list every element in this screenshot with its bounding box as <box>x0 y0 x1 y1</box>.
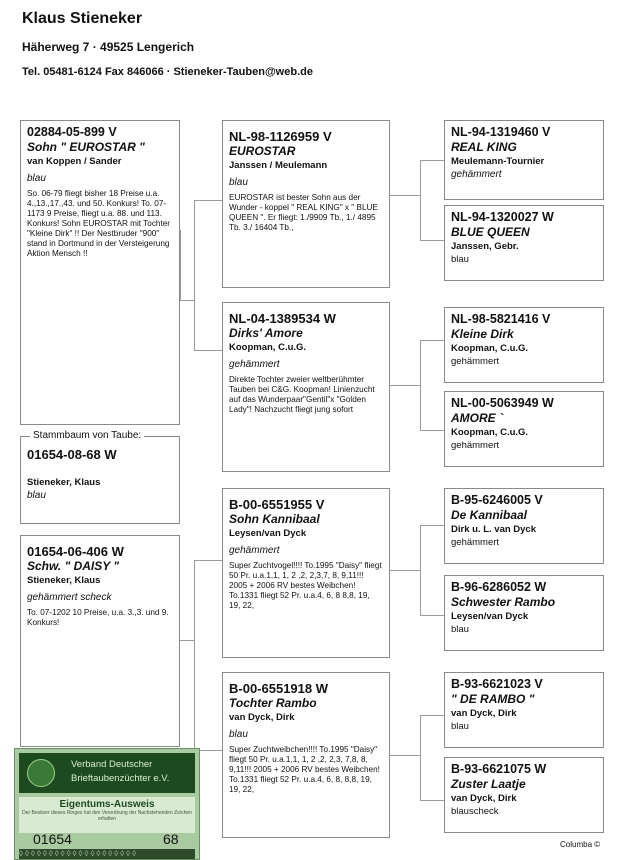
parent-owner: Koopman, C.u.G. <box>229 342 307 353</box>
stamp-fineprint: Der Besitzer dieses Ringes hat den Verordnung der Nachstehenden Zeichen erhalten <box>22 810 192 822</box>
pigeon-logo-icon <box>27 759 55 787</box>
grandparent-ring: B-96-6286052 W <box>451 580 547 594</box>
connector-line <box>420 800 444 801</box>
connector-line <box>420 615 444 616</box>
parent-name: EUROSTAR <box>229 144 296 158</box>
grandparent-name: AMORE ` <box>451 411 503 425</box>
connector-line <box>180 640 194 641</box>
grandparent-color: gehämmert <box>451 440 500 451</box>
grandparent-name: REAL KING <box>451 140 517 154</box>
grandparent-card <box>444 205 604 281</box>
mother-color: gehämmert scheck <box>27 592 112 603</box>
subject-card <box>20 120 180 425</box>
parent-color: gehämmert <box>229 545 280 556</box>
stamp-heading: Eigentums-Ausweis <box>59 799 155 810</box>
connector-line <box>420 160 444 161</box>
connector-line <box>390 755 420 756</box>
connector-line <box>420 525 421 615</box>
connector-line <box>390 385 420 386</box>
grandparent-color: gehämmert <box>451 537 500 548</box>
grandparent-color: gehämmert <box>451 356 500 367</box>
grandparent-card <box>444 391 604 467</box>
parent-ring: B-00-6551955 V <box>229 497 325 512</box>
subject-name: Sohn " EUROSTAR " <box>27 140 145 154</box>
connector-line <box>420 340 444 341</box>
breeder-name: Klaus Stieneker <box>22 10 143 27</box>
parent-owner: van Dyck, Dirk <box>229 712 295 723</box>
mother-ring: 01654-06-406 W <box>27 544 124 559</box>
parent-color: blau <box>229 729 248 740</box>
grandparent-name: De Kannibaal <box>451 508 528 522</box>
parent-color: gehämmert <box>229 359 280 370</box>
parent-name: Tochter Rambo <box>229 696 317 710</box>
grandparent-card <box>444 672 604 748</box>
grandparent-ring: NL-94-1320027 W <box>451 210 554 224</box>
connector-line <box>390 570 420 571</box>
grandparent-ring: B-93-6621023 V <box>451 677 543 691</box>
parent-card <box>222 302 390 472</box>
parent-owner: Janssen / Meulemann <box>229 160 328 171</box>
footer-credit: Columba © <box>560 840 601 849</box>
grandparent-card <box>444 757 604 833</box>
mother-name: Schw. " DAISY " <box>27 559 120 573</box>
grandparent-name: Kleine Dirk <box>451 327 514 341</box>
connector-line <box>194 560 195 750</box>
connector-line <box>194 200 195 350</box>
parent-note: Super Zuchtvogel!!!! To.1995 "Daisy" fliegt 50 Pr. u.a.1,1, 1, 2 ,2, 2,3,7, 8, 9,11!!! 2005 + 2006 RV bestes Weibchen! To.1331 fliegt 52 Pr. u.a.4, 6, 8 8,8, 19, 19, 22, <box>229 561 382 610</box>
grandparent-color: gehämmert <box>451 169 502 180</box>
connector-line <box>420 160 421 240</box>
parent-owner: Leysen/van Dyck <box>229 528 307 539</box>
connector-line <box>194 200 222 201</box>
grandparent-owner: Leysen/van Dyck <box>451 611 529 622</box>
grandparent-color: blau <box>451 254 469 265</box>
grandparent-owner: Koopman, C.u.G. <box>451 343 529 354</box>
connector-line <box>420 525 444 526</box>
grandparent-name: BLUE QUEEN <box>451 225 530 239</box>
mother-owner: Stieneker, Klaus <box>27 575 101 586</box>
stamp-association-line2: Brieftaubenzüchter e.V. <box>71 773 170 784</box>
stamp-ring-year: 68 <box>163 831 179 847</box>
grandparent-card <box>444 575 604 651</box>
owner-name: Stieneker, Klaus <box>27 477 101 488</box>
connector-line <box>180 300 194 301</box>
connector-line <box>420 430 444 431</box>
owner-card <box>20 436 180 524</box>
grandparent-name: " DE RAMBO " <box>451 692 535 706</box>
mother-note: To. 07-1202 10 Preise, u.a. 3.,3. und 9. Konkurs! <box>27 608 169 627</box>
mother-card <box>20 535 180 747</box>
grandparent-card <box>444 120 604 200</box>
parent-color: blau <box>229 177 248 188</box>
stamp-banner <box>19 753 195 793</box>
grandparent-ring: NL-98-5821416 V <box>451 312 551 326</box>
subject-color: blau <box>27 173 46 184</box>
connector-line <box>390 195 420 196</box>
parent-card <box>222 672 390 838</box>
stamp-ring-number: 01654 <box>33 831 72 847</box>
stamp-security-pattern: ◊◊◊◊◊◊◊◊◊◊◊◊◊◊◊◊◊◊◊◊ <box>19 849 195 859</box>
grandparent-ring: NL-94-1319460 V <box>451 125 551 139</box>
grandparent-owner: van Dyck, Dirk <box>451 793 517 804</box>
connector-line <box>420 340 421 430</box>
grandparent-color: blauscheck <box>451 806 499 817</box>
grandparent-ring: B-95-6246005 V <box>451 493 543 507</box>
stamp-certificate <box>19 797 195 833</box>
grandparent-ring: B-93-6621075 W <box>451 762 547 776</box>
stammbaum-label: Stammbaum von Taube: <box>30 430 144 441</box>
connector-line <box>420 715 444 716</box>
connector-line <box>194 350 222 351</box>
grandparent-owner: Koopman, C.u.G. <box>451 427 529 438</box>
breeder-contact: Tel. 05481-6124 Fax 846066 · Stieneker-Tauben@web.de <box>22 66 313 78</box>
connector-line <box>420 715 421 800</box>
parent-name: Dirks' Amore <box>229 326 303 340</box>
parent-note: EUROSTAR ist bester Sohn aus der Wunder - koppel " REAL KING" x " BLUE QUEEN ". Er fliegt: 1./9909 Tb., 1./ 4895 Tb. 3./ 16404 Tb., <box>229 193 378 232</box>
grandparent-owner: van Dyck, Dirk <box>451 708 517 719</box>
grandparent-owner: Dirk u. L. van Dyck <box>451 524 537 535</box>
parent-ring: NL-04-1389534 W <box>229 311 336 326</box>
grandparent-color: blau <box>451 721 469 732</box>
parent-note: Super Zuchtweibchen!!!! To.1995 "Daisy" fliegt 50 Pr. u.a.1,1, 1, 2 ,2, 2,3, 7,8, 8, 9,11!!! 2005 + 2006 RV bestes Weibchen! To.1331 fliegt 52 Pr. u.a.4, 6, 8, 8,8, 19, 19, 22, <box>229 745 380 794</box>
subject-ring: 02884-05-899 V <box>27 125 117 139</box>
parent-card <box>222 488 390 658</box>
grandparent-ring: NL-00-5063949 W <box>451 396 554 410</box>
grandparent-owner: Meulemann-Tournier <box>451 156 545 167</box>
owner-color: blau <box>27 490 46 501</box>
parent-note: Direkte Tochter zweier weltberühmter Tauben bei C&G. Koopman! Linienzucht auf das Wunderpaar"Gentil"x "Golden Lady"! Nachzucht fliegt jung sofort <box>229 375 375 414</box>
parent-card <box>222 120 390 288</box>
grandparent-color: blau <box>451 624 469 635</box>
parent-ring: B-00-6551918 W <box>229 681 328 696</box>
parent-ring: NL-98-1126959 V <box>229 129 332 144</box>
connector-line <box>180 230 181 300</box>
connector-line <box>194 560 222 561</box>
connector-line <box>420 240 444 241</box>
grandparent-card <box>444 488 604 564</box>
breeder-address: Häherweg 7 · 49525 Lengerich <box>22 40 195 54</box>
grandparent-name: Schwester Rambo <box>451 595 556 609</box>
grandparent-name: Zuster Laatje <box>451 777 526 791</box>
subject-note: So. 06-79 fliegt bisher 18 Preise u.a. 4.,13.,17.,43. und 50. Konkurs! To. 07-1173 9 Preise, fliegt u.a. 88. und 113. Konkurs! Sohn EUROSTAR mit Tochter "Kleine Dirk" !! Der Nestbruder "900" stand in Dortmund in der Versteigerung Aktion Mensch !! <box>27 189 171 258</box>
ownership-stamp <box>14 748 200 860</box>
parent-name: Sohn Kannibaal <box>229 512 320 526</box>
stamp-association-line1: Verband Deutscher <box>71 759 153 770</box>
subject-owner: van Koppen / Sander <box>27 156 122 167</box>
grandparent-owner: Janssen, Gebr. <box>451 241 519 252</box>
owner-ring: 01654-08-68 W <box>27 447 117 462</box>
grandparent-card <box>444 307 604 383</box>
